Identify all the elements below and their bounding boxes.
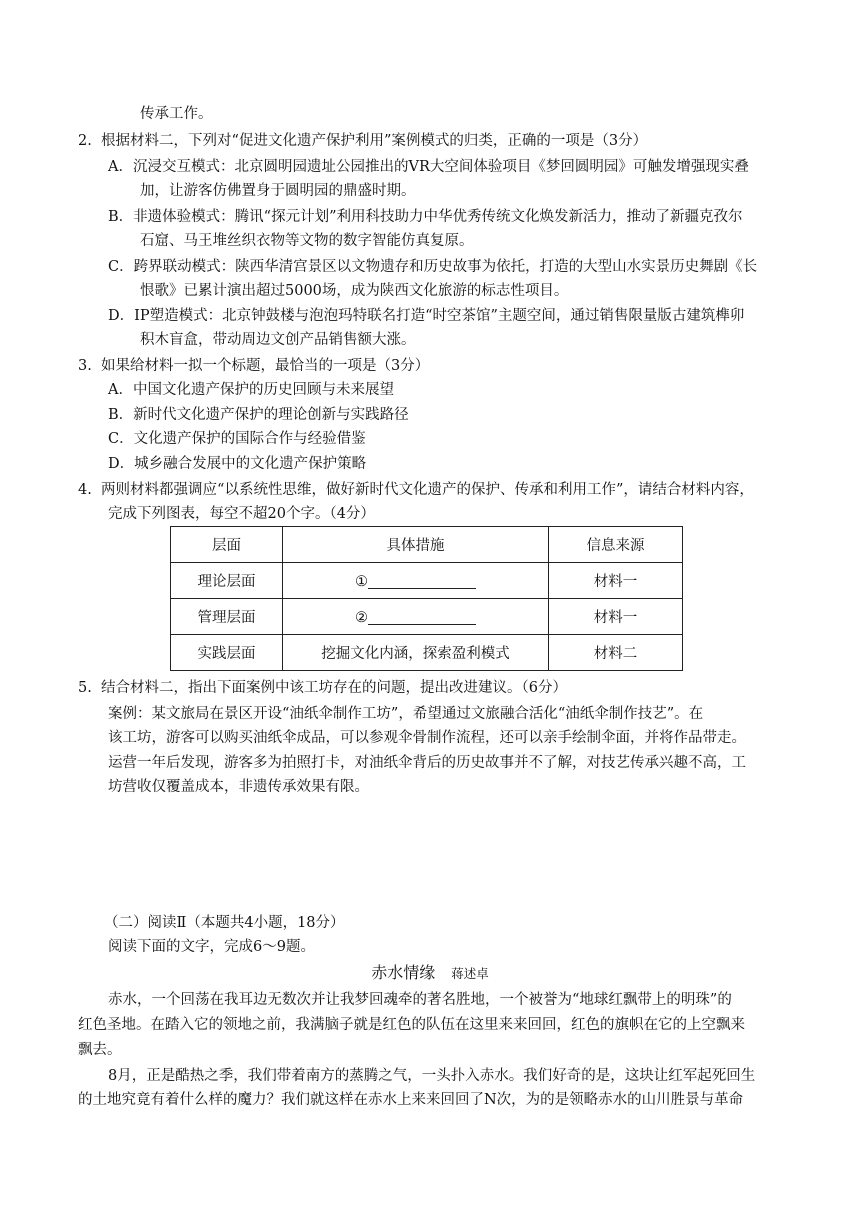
q2-option-c: C．跨界联动模式：陕西华清宫景区以文物遗存和历史故事为依托，打造的大型山水实景历史舞剧《长 (108, 259, 758, 275)
article-title: 赤水情缘 (371, 963, 436, 982)
section-instruction: 阅读下面的文字，完成6～9题。 (108, 939, 315, 955)
table-cell-source: 材料一 (549, 563, 683, 599)
q2-option-c-cont: 恨歌》已累计演出超过5000场，成为陕西文化旅游的标志性项目。 (140, 283, 569, 299)
blank-marker: ② (355, 609, 368, 626)
q2-option-d: D．IP塑造模式：北京钟鼓楼与泡泡玛特联名打造“时空茶馆”主题空间，通过销售限量版古建筑榫卯 (108, 308, 745, 324)
answer-blank-2[interactable] (368, 608, 476, 625)
q2-option-d-cont: 积木盲盒，带动周边文创产品销售额大涨。 (140, 332, 416, 348)
table-row (171, 635, 683, 671)
q4-stem-cont: 完成下列图表，每空不超20个字。（4分） (108, 506, 375, 522)
table-cell-measure (283, 563, 549, 599)
q5-case-line: 该工坊，游客可以购买油纸伞成品，可以参观伞骨制作流程，还可以亲手绘制伞面，并将作品带走。 (108, 730, 746, 746)
section-heading: （二）阅读Ⅱ（本题共4小题，18分） (104, 915, 345, 931)
q5-case-line: 案例：某文旅局在景区开设“油纸伞制作工坊”，希望通过文旅融合活化“油纸伞制作技艺”。在 (108, 706, 704, 722)
q1-tail-text: 传承工作。 (140, 106, 213, 122)
table-row (171, 563, 683, 599)
table-cell-source: 材料二 (549, 635, 683, 671)
q5-case-line: 坊营收仅覆盖成本，非遗传承效果有限。 (108, 779, 369, 795)
table-header-cell: 层面 (171, 527, 283, 563)
blank-marker: ① (355, 573, 368, 590)
q5-case-line: 运营一年后发现，游客多为拍照打卡，对油纸伞背后的历史故事并不了解，对技艺传承兴趣不高，工 (108, 755, 746, 771)
table-header-cell: 具体措施 (283, 527, 549, 563)
q2-option-b-cont: 石窟、马王堆丝织衣物等文物的数字智能仿真复原。 (140, 233, 474, 249)
table-header-row (171, 527, 683, 563)
q3-option-b: B．新时代文化遗产保护的理论创新与实践路径 (108, 407, 409, 423)
q2-option-a-cont: 加，让游客仿佛置身于圆明园的鼎盛时期。 (140, 183, 416, 199)
article-author: 蒋述卓 (451, 966, 489, 981)
q2-option-a: A．沉浸交互模式：北京圆明园遗址公园推出的VR大空间体验项目《梦回圆明园》可触发增强现实叠 (108, 159, 749, 175)
article-title-line (0, 962, 860, 985)
table-cell-level: 管理层面 (171, 599, 283, 635)
q4-table (170, 526, 683, 671)
paragraph-line: 的土地究竟有着什么样的魔力？我们就这样在赤水上来来回回了N次，为的是领略赤水的山川胜景与革命 (78, 1092, 744, 1108)
q3-option-c: C．文化遗产保护的国际合作与经验借鉴 (108, 431, 366, 447)
q3-stem: 3. 如果给材料一拟一个标题，最恰当的一项是（3分） (78, 358, 430, 374)
table-cell-level: 理论层面 (171, 563, 283, 599)
table-cell-level: 实践层面 (171, 635, 283, 671)
table-row (171, 599, 683, 635)
paragraph-line: 红色圣地。在踏入它的领地之前，我满脑子就是红色的队伍在这里来来回回，红色的旗帜在它的上空飘来 (78, 1017, 745, 1033)
q2-option-b: B．非遗体验模式：腾讯“探元计划”利用科技助力中华优秀传统文化焕发新活力，推动了新疆克孜尔 (108, 209, 743, 225)
answer-blank-1[interactable] (368, 572, 476, 589)
table-cell-measure: 挖掘文化内涵，探索盈利模式 (283, 635, 549, 671)
table-cell-source: 材料一 (549, 599, 683, 635)
paragraph-line: 赤水，一个回荡在我耳边无数次并让我梦回魂牵的著名胜地，一个被誉为“地球红飘带上的明珠”的 (108, 992, 732, 1008)
q3-option-d: D．城乡融合发展中的文化遗产保护策略 (108, 456, 367, 472)
paragraph-line: 飘去。 (78, 1042, 122, 1058)
q5-stem: 5. 结合材料二，指出下面案例中该工坊存在的问题，提出改进建议。（6分） (78, 680, 568, 696)
table-header-cell: 信息来源 (549, 527, 683, 563)
q2-stem: 2. 根据材料二，下列对“促进文化遗产保护利用”案例模式的归类，正确的一项是（3分） (78, 133, 648, 149)
table-cell-measure (283, 599, 549, 635)
paragraph-line: 8月，正是酷热之季，我们带着南方的蒸腾之气，一头扑入赤水。我们好奇的是，这块让红军起死回生 (108, 1068, 756, 1084)
q3-option-a: A．中国文化遗产保护的历史回顾与未来展望 (108, 382, 394, 398)
q4-stem: 4. 两则材料都强调应“以系统性思维，做好新时代文化遗产的保护、传承和利用工作”，请结合材料内容， (78, 482, 754, 498)
